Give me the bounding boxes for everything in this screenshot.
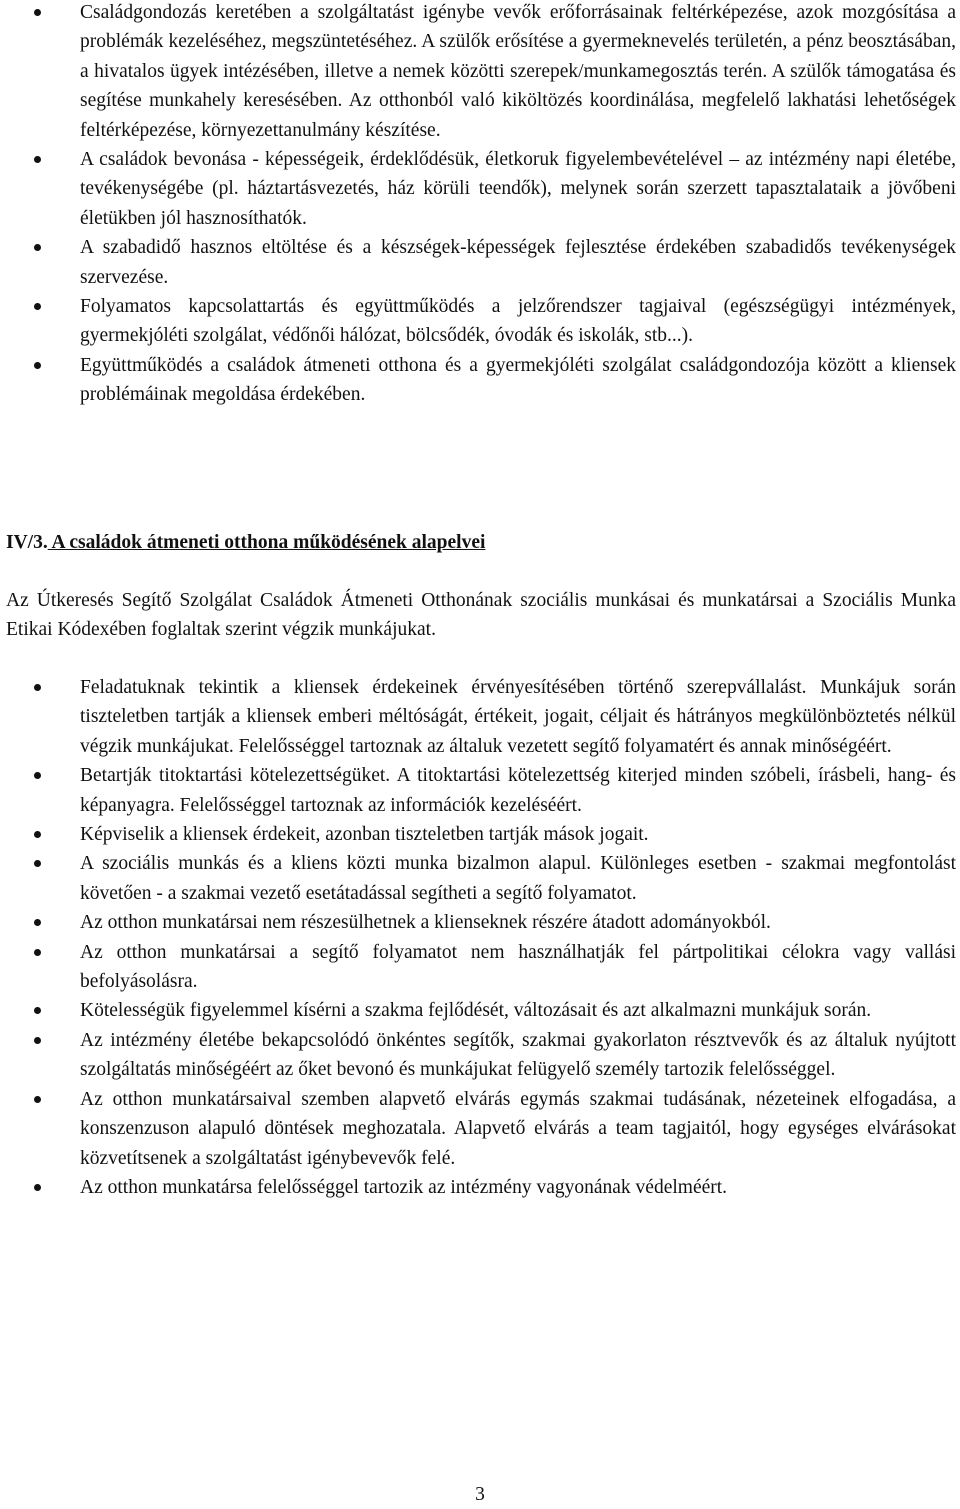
list-item	[0, 761, 960, 820]
list-item-text: Családgondozás keretében a szolgáltatást igénybe vevők erőforrásainak feltérképezése, azok mozgósítása a problémák kezeléséhez, megszüntetéséhez. A szülők erősítése a gyermeknevelés területén, a pénz beosztásában, a hivatalos ügyek intézésében, illetve a nemek közötti szerepek/munkamegosztás terén. A szülők támogatása és segítése munkahely keresésében. Az otthonból való kiköltözés koordinálása, megfelelő lakhatási lehetőségek feltérképezése, környezettanulmány készítése.	[80, 2, 956, 141]
list-item-text: Az otthon munkatársai nem részesülhetnek a klienseknek részére átadott adományokból.	[80, 912, 771, 934]
bullet-icon	[34, 303, 41, 310]
list-item-text: Képviselik a kliensek érdekeit, azonban tiszteletben tartják mások jogait.	[80, 824, 649, 846]
list-item-text: Az otthon munkatársa felelősséggel tartozik az intézmény vagyonának védelméért.	[80, 1176, 728, 1198]
list-item	[0, 996, 960, 1025]
bullet-icon	[34, 1184, 41, 1191]
list-item-text: Az intézmény életébe bekapcsolódó önkéntes segítők, szakmai gyakorlaton résztvevők és az általuk nyújtott szolgáltatás minőségéért az őket bevonó és munkájukat felügyelő személy tartozik felelősséggel.	[80, 1029, 956, 1081]
list-item-text: Az otthon munkatársai a segítő folyamatot nem használhatják fel pártpolitikai célokra vagy vallási befolyásolásra.	[80, 941, 956, 993]
bullet-icon	[34, 156, 41, 163]
list-item	[0, 351, 960, 410]
bullet-icon	[34, 1037, 41, 1044]
list-item-text: Folyamatos kapcsolattartás és együttműködés a jelzőrendszer tagjaival (egészségügyi intézmények, gyermekjóléti szolgálat, védőnői hálózat, bölcsődék, óvodák és iskolák, stb...).	[80, 296, 956, 347]
list-item-text: Betartják titoktartási kötelezettségüket. A titoktartási kötelezettség kiterjed minden szóbeli, írásbeli, hang- és képanyagra. Felelősséggel tartoznak az információk kezeléséért.	[80, 765, 956, 816]
list-item	[0, 1173, 960, 1202]
bullet-icon	[34, 362, 41, 369]
list-item-text: Feladatuknak tekintik a kliensek érdekeinek érvényesítésében történő szerepvállalást. Munkájuk során tiszteletben tartják a kliensek emberi méltóságát, értékeit, jogait, céljait és hátrányos megkülönböztetés nélkül végzik munkájukat. Felelősséggel tartoznak az általuk vezetett segítő folyamatért és annak minőségéért.	[80, 677, 956, 757]
bullet-icon	[34, 684, 41, 691]
list-item	[0, 908, 960, 937]
list-item	[0, 145, 960, 233]
bullet-icon	[34, 1007, 41, 1014]
list-item-text: A szabadidő hasznos eltöltése és a készségek-képességek fejlesztése érdekében szabadidős tevékenységek szervezése.	[80, 237, 956, 288]
bullet-icon	[34, 919, 41, 926]
list-item	[0, 1026, 960, 1085]
list-item	[0, 292, 960, 351]
service-task-list	[0, 0, 960, 410]
list-item-text: Együttműködés a családok átmeneti otthona és a gyermekjóléti szolgálat családgondozója között a kliensek problémáinak megoldása érdekében.	[80, 354, 956, 406]
list-item	[0, 1085, 960, 1173]
section-heading	[6, 528, 485, 557]
principles-list	[0, 673, 960, 1202]
bullet-icon	[34, 831, 41, 838]
bullet-icon	[34, 1096, 41, 1103]
section-title: A családok átmeneti otthona működésének alapelvei	[47, 532, 486, 553]
bullet-icon	[34, 949, 41, 956]
intro-paragraph: Az Útkeresés Segítő Szolgálat Családok Átmeneti Otthonának szociális munkásai és munkatársai a Szociális Munka Etikai Kódexében foglaltak szerint végzik munkájukat.	[6, 590, 956, 641]
list-item-text: A szociális munkás és a kliens közti munka bizalmon alapul. Különleges esetben - szakmai megfontolást követően - a szakmai vezető esetátadással segítheti a segítő folyamatot.	[80, 853, 956, 904]
section-number: IV/3.	[6, 532, 48, 553]
list-item-text: A családok bevonása - képességeik, érdeklődésük, életkoruk figyelembevételével – az intézmény napi életébe, tevékenységébe (pl. háztartásvezetés, ház körüli teendők), melynek során szerzett tapasztalataik a jövőbeni életükben jól hasznosíthatók.	[80, 149, 956, 229]
list-item	[0, 938, 960, 997]
list-item	[0, 0, 960, 145]
list-item-text: Az otthon munkatársaival szemben alapvető elvárás egymás szakmai tudásának, nézeteinek elfogadása, a konszenzuson alapuló döntések meghozatala. Alapvető elvárás a team tagjaitól, hogy egységes elvárásokat közvetítsenek a szolgáltatást igénybevevők felé.	[80, 1088, 956, 1169]
list-item	[0, 849, 960, 908]
bullet-icon	[34, 9, 41, 16]
bullet-icon	[34, 244, 41, 251]
list-item-text: Kötelességük figyelemmel kísérni a szakma fejlődését, változásait és azt alkalmazni munkájuk során.	[80, 1000, 872, 1022]
list-item	[0, 673, 960, 761]
list-item	[0, 233, 960, 292]
list-item	[0, 820, 960, 849]
page-number: 3	[475, 1484, 485, 1505]
bullet-icon	[34, 772, 41, 779]
bullet-icon	[34, 860, 41, 867]
